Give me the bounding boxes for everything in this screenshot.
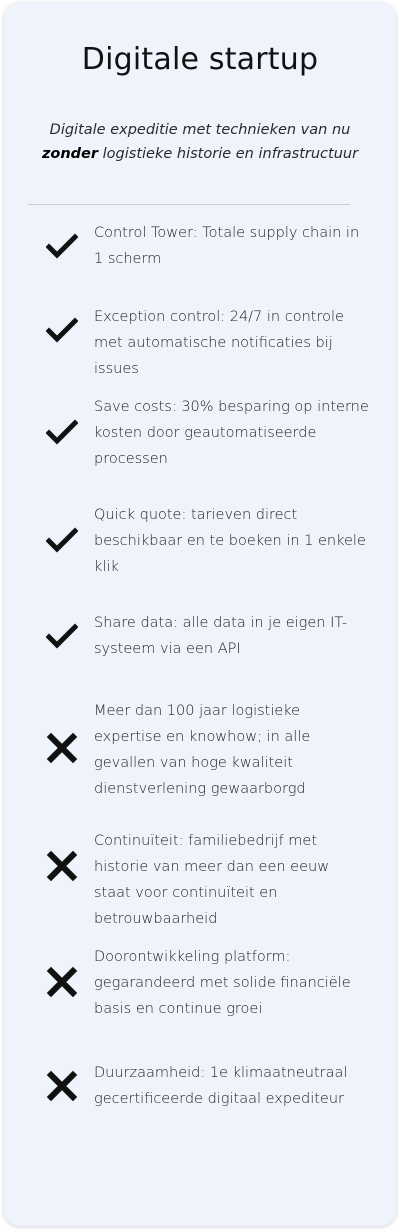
cross-icon bbox=[46, 1070, 78, 1102]
divider bbox=[28, 204, 350, 205]
list-item-text: Duurzaamheid: 1e klimaatneutraal gecertificeerde digitaal expediteur bbox=[94, 1065, 348, 1107]
list-item-text: Control Tower: Totale supply chain in 1 scherm bbox=[94, 225, 360, 267]
card-title: Digitale startup bbox=[81, 42, 319, 77]
subtitle-emphasis: zonder bbox=[41, 146, 99, 162]
check-icon bbox=[46, 416, 78, 448]
cross-icon bbox=[46, 732, 78, 764]
list-item-text: Meer dan 100 jaar logistieke expertise en knowhow; in alle gevallen van hoge kwaliteit dienstverlening gewaarborgd bbox=[94, 703, 311, 797]
list-item-text: Doorontwikkeling platform: gegarandeerd met solide financiële basis en continue groei bbox=[94, 949, 351, 1017]
list-item-text: Continuïteit: familiebedrijf met historie van meer dan een eeuw staat voor continuïteit en betrouwbaarheid bbox=[94, 833, 330, 927]
check-icon bbox=[46, 620, 78, 652]
check-icon bbox=[46, 314, 78, 346]
card-subtitle bbox=[34, 118, 366, 166]
cross-icon bbox=[46, 850, 78, 882]
cross-icon bbox=[46, 966, 78, 998]
subtitle-text-2: logistieke historie en infrastructuur bbox=[102, 146, 359, 162]
list-item-text: Quick quote: tarieven direct beschikbaar en te boeken in 1 enkele klik bbox=[94, 507, 366, 575]
comparison-card bbox=[4, 2, 396, 1226]
check-icon bbox=[46, 524, 78, 556]
subtitle-text-1: Digitale expeditie met technieken van nu bbox=[49, 122, 351, 138]
list-item-text: Save costs: 30% besparing op interne kosten door geautomatiseerde processen bbox=[94, 399, 369, 467]
list-item-text: Share data: alle data in je eigen IT-systeem via een API bbox=[94, 615, 348, 657]
list-item-text: Exception control: 24/7 in controle met automatische notificaties bij issues bbox=[94, 309, 344, 377]
check-icon bbox=[46, 230, 78, 262]
